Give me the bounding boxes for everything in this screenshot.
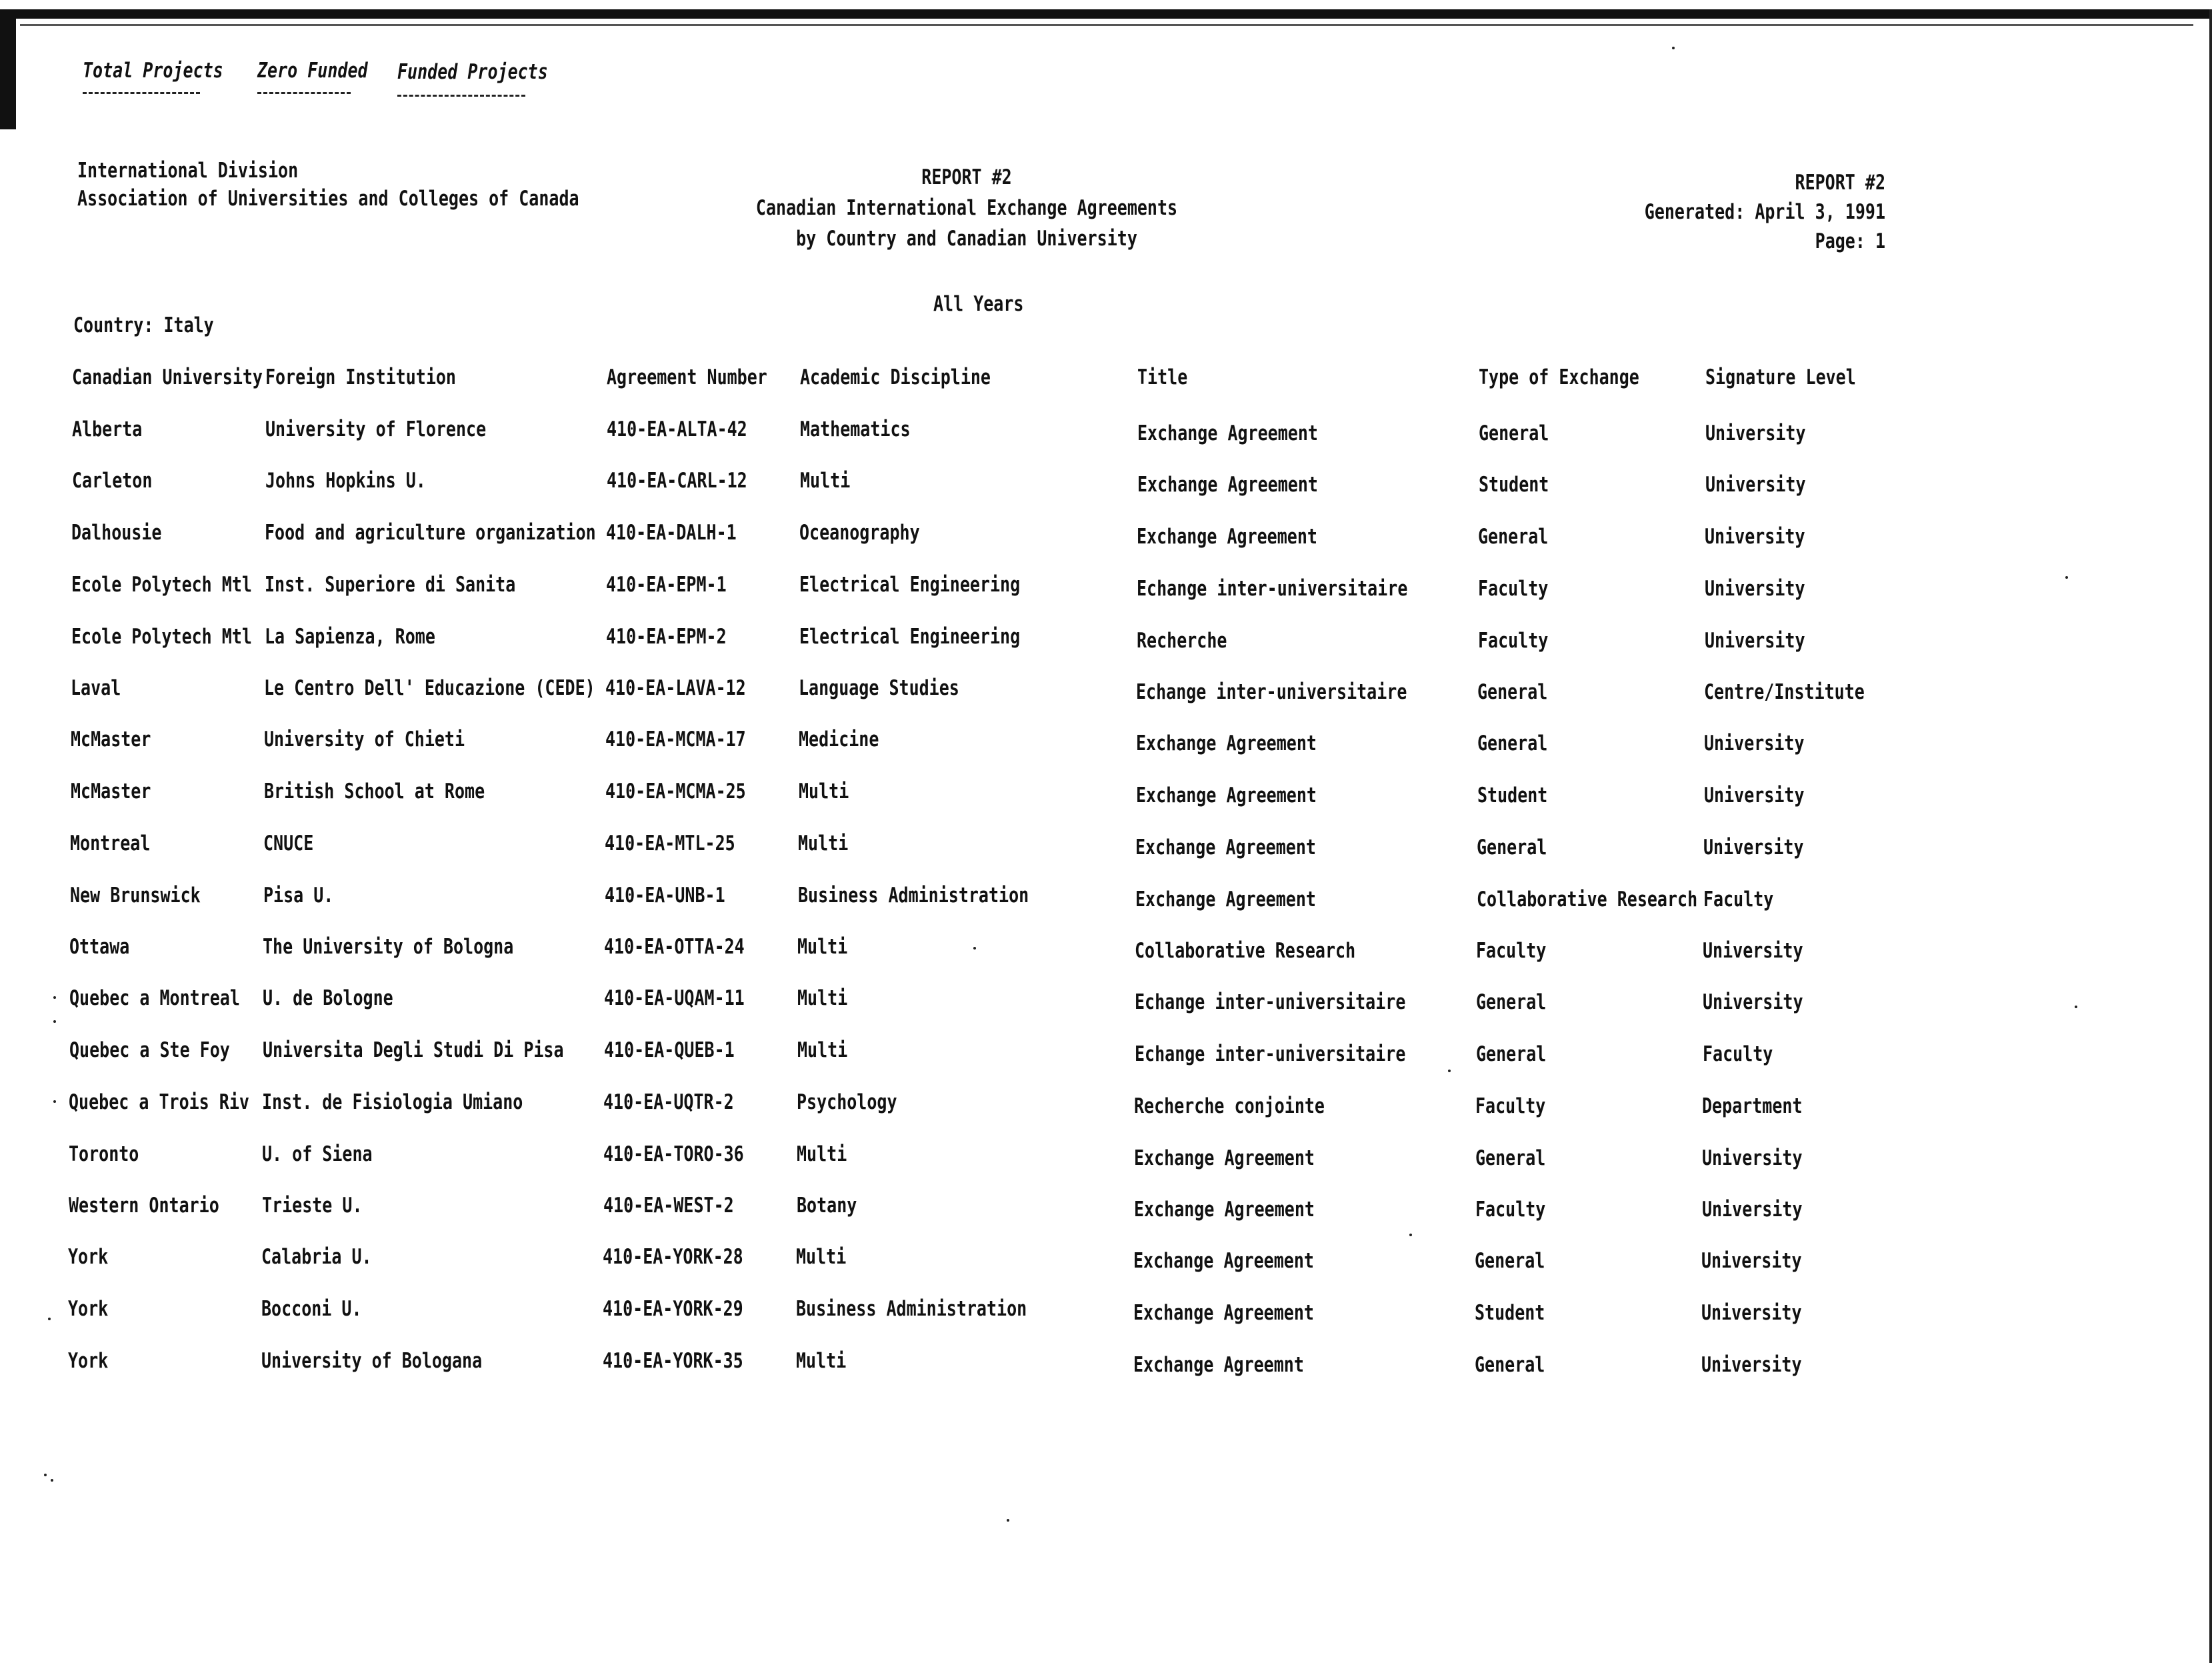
cell-signature-level: University [1702,1197,1803,1222]
cell-type-of-exchange: Faculty [1478,628,1549,653]
cell-agreement-number: 410-EA-QUEB-1 [604,1038,735,1062]
cell-title: Exchange Agreement [1133,1248,1314,1273]
cell-agreement-number: 410-EA-UNB-1 [605,883,725,908]
cell-academic-discipline: Multi [797,1038,848,1062]
summary-header-zero-funded: Zero Funded [257,58,368,83]
cell-agreement-number: 410-EA-MCMA-25 [605,779,746,803]
scan-speck [53,996,56,999]
cell-agreement-number: 410-EA-UQTR-2 [603,1089,734,1114]
scan-speck [53,1020,56,1023]
cell-title: Collaborative Research [1135,938,1356,963]
org-division: International Division [77,158,299,183]
cell-academic-discipline: Electrical Engineering [799,571,1021,597]
cell-type-of-exchange: General [1476,1042,1547,1066]
cell-academic-discipline: Electrical Engineering [799,624,1021,649]
cell-academic-discipline: Multi [797,934,848,959]
cell-agreement-number: 410-EA-ALTA-42 [607,417,747,441]
scan-speck [1448,1070,1451,1072]
cell-type-of-exchange: Faculty [1478,575,1549,601]
report-right-meta [1485,169,1885,253]
report-number: REPORT #2 [921,165,1012,189]
page-left-edge [0,9,16,129]
cell-foreign-institution: U. de Bologne [263,986,393,1010]
cell-canadian-university: Laval [71,675,121,700]
cell-title: Exchange Agreement [1136,731,1317,755]
cell-agreement-number: 410-EA-WEST-2 [603,1193,734,1218]
cell-canadian-university: Ottawa [69,934,130,959]
column-header-canadian-university: Canadian University [72,365,263,389]
cell-academic-discipline: Psychology [797,1089,897,1114]
cell-academic-discipline: Medicine [799,727,879,751]
cell-title: Exchange Agreement [1135,834,1316,860]
cell-signature-level: University [1704,783,1805,807]
report-generated-date: Generated: April 3, 1991 [1644,199,1885,224]
all-years-label: All Years [933,291,1024,316]
cell-academic-discipline: Botany [797,1193,857,1218]
cell-foreign-institution: University of Chieti [264,727,465,751]
scan-speck [51,1479,53,1482]
cell-agreement-number: 410-EA-YORK-35 [603,1348,743,1373]
cell-foreign-institution: University of Florence [265,417,487,441]
cell-canadian-university: York [68,1296,109,1321]
cell-canadian-university: York [68,1244,109,1269]
cell-type-of-exchange: General [1477,679,1548,704]
cell-academic-discipline: Oceanography [799,520,920,545]
cell-title: Exchange Agreement [1137,421,1318,445]
cell-signature-level: University [1703,834,1804,860]
cell-academic-discipline: Business Administration [798,883,1029,908]
cell-foreign-institution: Johns Hopkins U. [265,468,426,493]
cell-type-of-exchange: Student [1479,472,1549,497]
cell-foreign-institution: Universita Degli Studi Di Pisa [263,1038,564,1062]
cell-title: Echange inter-universitaire [1137,575,1408,601]
cell-foreign-institution: Le Centro Dell' Educazione (CEDE) [264,675,595,700]
report-title: Canadian International Exchange Agreements [755,195,1178,220]
cell-signature-level: University [1702,1146,1803,1170]
cell-type-of-exchange: General [1475,1248,1545,1273]
cell-academic-discipline: Mathematics [800,417,911,441]
cell-foreign-institution: British School at Rome [264,779,485,803]
cell-foreign-institution: Inst. de Fisiologia Umiano [262,1089,523,1114]
cell-signature-level: University [1704,731,1805,755]
cell-foreign-institution: CNUCE [263,830,314,856]
column-header-academic-discipline: Academic Discipline [800,365,991,389]
cell-canadian-university: York [68,1348,109,1373]
cell-title: Echange inter-universitaire [1135,990,1406,1014]
summary-header-funded-projects: Funded Projects [397,59,548,84]
column-header-agreement-number: Agreement Number [607,365,767,389]
cell-type-of-exchange: General [1476,990,1547,1014]
cell-title: Exchange Agreement [1136,783,1317,807]
cell-agreement-number: 410-EA-MTL-25 [605,830,735,856]
cell-type-of-exchange: General [1475,1146,1546,1170]
cell-type-of-exchange: General [1477,731,1548,755]
cell-title: Echange inter-universitaire [1135,1042,1406,1066]
cell-foreign-institution: University of Bologana [261,1348,483,1373]
cell-agreement-number: 410-EA-CARL-12 [607,468,747,493]
report-page-number: Page: 1 [1815,229,1885,253]
cell-signature-level: University [1703,938,1803,963]
cell-academic-discipline: Multi [796,1348,847,1373]
report-center-title [707,164,1227,251]
scan-speck [1672,47,1675,49]
cell-canadian-university: Ecole Polytech Mtl [71,571,252,597]
cell-academic-discipline: Business Administration [796,1296,1027,1321]
cell-type-of-exchange: Faculty [1475,1197,1546,1222]
cell-foreign-institution: Calabria U. [261,1244,372,1269]
scan-speck [2075,1006,2077,1008]
cell-canadian-university: Dalhousie [71,520,162,545]
cell-title: Exchange Agreemnt [1133,1352,1304,1377]
cell-academic-discipline: Multi [800,468,851,493]
cell-foreign-institution: U. of Siena [262,1142,373,1166]
org-association: Association of Universities and Colleges of Canada [77,186,579,211]
scan-speck [48,1318,51,1320]
scan-speck [2065,576,2068,579]
cell-signature-level: University [1705,421,1806,445]
cell-signature-level: Faculty [1703,887,1774,912]
cell-foreign-institution: Inst. Superiore di Sanita [265,571,516,597]
cell-title: Recherche [1137,628,1227,653]
cell-canadian-university: McMaster [71,727,151,751]
cell-agreement-number: 410-EA-UQAM-11 [604,986,745,1010]
cell-canadian-university: New Brunswick [70,883,201,908]
report-number-right: REPORT #2 [1795,170,1885,195]
cell-signature-level: University [1701,1248,1802,1273]
cell-signature-level: Centre/Institute [1704,679,1865,704]
column-header-signature-level: Signature Level [1705,365,1856,389]
cell-type-of-exchange: Faculty [1475,1093,1546,1118]
cell-signature-level: Faculty [1703,1042,1773,1066]
page-top-border [0,9,2212,19]
cell-foreign-institution: Food and agriculture organization [265,520,596,545]
cell-type-of-exchange: General [1477,834,1547,860]
page-right-edge [2209,9,2212,1663]
scan-speck [1409,1234,1412,1236]
cell-agreement-number: 410-EA-MCMA-17 [605,727,746,751]
cell-agreement-number: 410-EA-OTTA-24 [604,934,745,959]
cell-title: Exchange Agreement [1137,524,1317,549]
cell-agreement-number: 410-EA-YORK-29 [603,1296,743,1321]
cell-signature-level: University [1705,628,1805,653]
cell-type-of-exchange: General [1475,1352,1545,1377]
report-subtitle: by Country and Canadian University [796,226,1137,251]
cell-signature-level: Department [1702,1093,1803,1118]
cell-signature-level: University [1701,1300,1802,1325]
column-header-foreign-institution: Foreign Institution [265,365,456,389]
cell-title: Exchange Agreement [1137,472,1318,497]
cell-type-of-exchange: Student [1477,783,1548,807]
cell-title: Exchange Agreement [1134,1197,1315,1222]
cell-type-of-exchange: General [1478,524,1549,549]
cell-canadian-university: Montreal [70,830,151,856]
cell-title: Exchange Agreement [1134,1146,1315,1170]
cell-signature-level: University [1705,524,1805,549]
summary-underline-total [83,92,200,94]
cell-type-of-exchange: Student [1475,1300,1545,1325]
cell-canadian-university: Carleton [72,468,153,493]
scan-speck [44,1474,47,1476]
cell-academic-discipline: Multi [797,1142,847,1166]
cell-agreement-number: 410-EA-EPM-1 [606,571,727,597]
cell-title: Exchange Agreement [1133,1300,1314,1325]
cell-academic-discipline: Multi [796,1244,847,1269]
cell-agreement-number: 410-EA-LAVA-12 [605,675,746,700]
scan-speck [1007,1519,1009,1522]
cell-canadian-university: Quebec a Ste Foy [69,1038,230,1062]
cell-type-of-exchange: General [1479,421,1549,445]
column-header-type-of-exchange: Type of Exchange [1479,365,1639,389]
page-top-shadow [20,24,2193,26]
summary-underline-zero [257,92,351,94]
cell-foreign-institution: La Sapienza, Rome [265,624,435,649]
summary-header-total-projects: Total Projects [83,58,223,83]
cell-canadian-university: Quebec a Trois Riv [69,1089,249,1114]
cell-agreement-number: 410-EA-YORK-28 [603,1244,743,1269]
cell-title: Recherche conjointe [1134,1093,1325,1118]
scan-speck [53,1100,56,1103]
cell-academic-discipline: Multi [797,986,848,1010]
cell-signature-level: University [1701,1352,1802,1377]
cell-type-of-exchange: Collaborative Research [1477,887,1698,912]
cell-foreign-institution: The University of Bologna [263,934,514,959]
cell-canadian-university: McMaster [71,779,151,803]
cell-signature-level: University [1705,472,1806,497]
cell-academic-discipline: Multi [799,779,849,803]
cell-type-of-exchange: Faculty [1476,938,1547,963]
cell-signature-level: University [1705,575,1805,601]
cell-agreement-number: 410-EA-TORO-36 [603,1142,744,1166]
cell-canadian-university: Toronto [69,1142,139,1166]
cell-foreign-institution: Bocconi U. [261,1296,362,1321]
cell-foreign-institution: Pisa U. [263,883,334,908]
cell-canadian-university: Ecole Polytech Mtl [71,624,252,649]
scan-speck [973,947,976,950]
cell-academic-discipline: Language Studies [799,675,959,700]
cell-canadian-university: Quebec a Montreal [69,986,240,1010]
summary-underline-funded [397,95,525,97]
cell-agreement-number: 410-EA-EPM-2 [606,624,727,649]
cell-canadian-university: Western Ontario [69,1193,219,1218]
cell-canadian-university: Alberta [72,417,143,441]
cell-signature-level: University [1703,990,1803,1014]
cell-academic-discipline: Multi [798,830,849,856]
cell-agreement-number: 410-EA-DALH-1 [606,520,737,545]
column-header-title: Title [1137,365,1188,389]
cell-title: Echange inter-universitaire [1136,679,1407,704]
cell-title: Exchange Agreement [1135,887,1316,912]
cell-foreign-institution: Trieste U. [262,1193,363,1218]
country-label: Country: Italy [73,313,214,337]
